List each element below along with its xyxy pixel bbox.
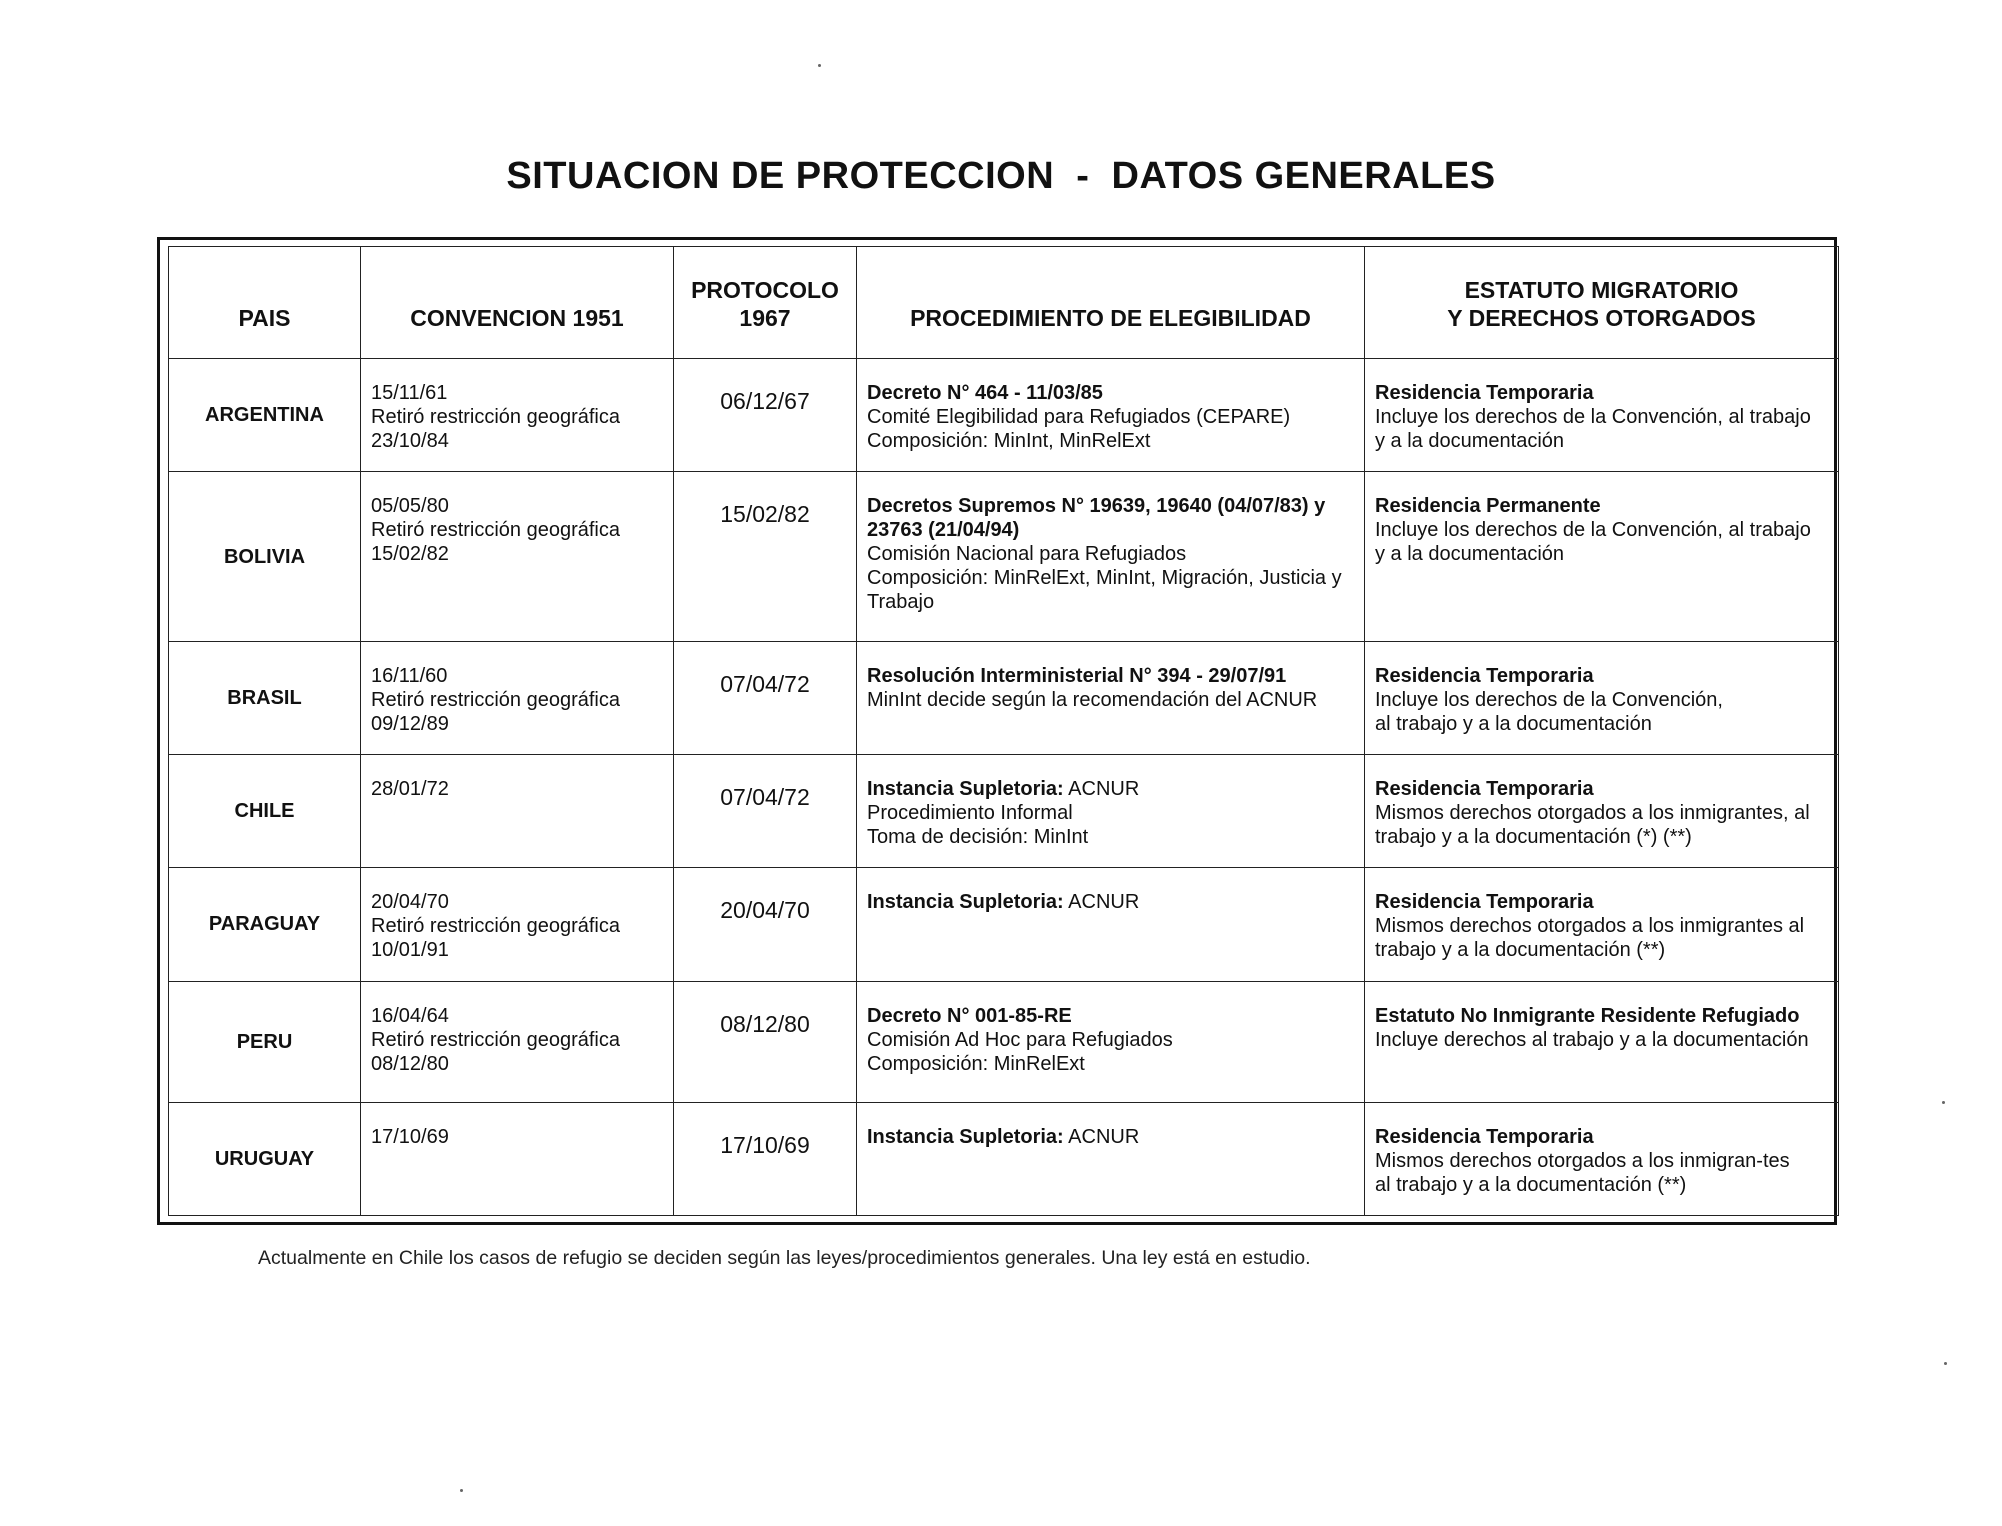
protocolo-cell: 07/04/72 — [674, 755, 857, 868]
convencion-cell — [361, 1102, 674, 1215]
procedimiento-cell — [857, 755, 1365, 868]
estatuto-line: Mismos derechos otorgados a los inmigrantes al — [1375, 915, 1805, 938]
header-protocolo-line2: 1967 — [739, 305, 791, 331]
convencion-line: 20/04/70 — [371, 891, 449, 914]
estatuto-line: Mismos derechos otorgados a los inmigrantes, al — [1375, 802, 1810, 825]
convencion-cell — [361, 868, 674, 981]
estatuto-heading: Residencia Temporaria — [1375, 382, 1594, 404]
estatuto-cell — [1365, 359, 1839, 472]
procedimiento-heading-line — [867, 777, 1354, 801]
procedimiento-line: Procedimiento Informal — [867, 802, 1073, 825]
procedimiento-cell — [857, 359, 1365, 472]
procedimiento-heading-rest: ACNUR — [1063, 778, 1140, 801]
header-pais: PAIS — [169, 247, 361, 359]
convencion-line: 08/12/80 — [371, 1052, 449, 1075]
protocolo-cell: 08/12/80 — [674, 981, 857, 1102]
estatuto-line: Incluye los derechos de la Convención, al trabajo — [1375, 519, 1811, 542]
convencion-line: 16/04/64 — [371, 1004, 449, 1027]
procedimiento-heading: Instancia Supletoria: — [867, 1125, 1064, 1148]
convencion-line: 09/12/89 — [371, 712, 449, 735]
estatuto-cell — [1365, 641, 1839, 754]
scan-speck — [1944, 1362, 1947, 1365]
country-cell: BOLIVIA — [169, 472, 361, 642]
procedimiento-heading: Instancia Supletoria: — [867, 778, 1064, 801]
procedimiento-line: Composición: MinInt, MinRelExt — [867, 430, 1151, 452]
data-table-frame — [157, 237, 1837, 1225]
table-row — [169, 472, 1839, 642]
convencion-line: Retiró restricción geográfica — [371, 1028, 620, 1051]
table-row — [169, 755, 1839, 868]
header-row — [169, 247, 1839, 359]
procedimiento-line: Toma de decisión: MinInt — [867, 826, 1089, 849]
convencion-line: 10/01/91 — [371, 939, 449, 962]
estatuto-line: Incluye los derechos de la Convención, — [1375, 688, 1723, 711]
convencion-line: Retiró restricción geográfica — [371, 915, 620, 938]
estatuto-line: al trabajo y a la documentación (**) — [1375, 1173, 1687, 1196]
estatuto-line: Mismos derechos otorgados a los inmigran-tes — [1375, 1149, 1790, 1172]
convencion-cell — [361, 981, 674, 1102]
estatuto-cell — [1365, 472, 1839, 642]
footnote: Actualmente en Chile los casos de refugio se deciden según las leyes/procedimientos generales. Una ley está en estudio. — [258, 1247, 1311, 1269]
header-estatuto-line2: Y DERECHOS OTORGADOS — [1447, 305, 1756, 331]
convencion-line: 05/05/80 — [371, 495, 449, 518]
table-row — [169, 868, 1839, 981]
convencion-line: Retiró restricción geográfica — [371, 688, 620, 711]
estatuto-heading: Residencia Temporaria — [1375, 664, 1594, 687]
convencion-cell — [361, 755, 674, 868]
estatuto-cell — [1365, 868, 1839, 981]
procedimiento-heading-rest: ACNUR — [1063, 1125, 1140, 1148]
estatuto-heading: Residencia Permanente — [1375, 495, 1601, 518]
procedimiento-cell — [857, 868, 1365, 981]
procedimiento-heading-line — [867, 381, 1354, 405]
estatuto-line: y a la documentación — [1375, 543, 1565, 566]
convencion-line: Retiró restricción geográfica — [371, 519, 620, 542]
table-row — [169, 359, 1839, 472]
estatuto-cell — [1365, 755, 1839, 868]
country-cell: ARGENTINA — [169, 359, 361, 472]
procedimiento-cell — [857, 981, 1365, 1102]
procedimiento-cell — [857, 472, 1365, 642]
header-procedimiento: PROCEDIMIENTO DE ELEGIBILIDAD — [857, 247, 1365, 359]
procedimiento-line: Comité Elegibilidad para Refugiados (CEPARE) — [867, 406, 1291, 428]
procedimiento-heading: Decreto N° 464 - 11/03/85 — [867, 382, 1103, 404]
estatuto-cell — [1365, 981, 1839, 1102]
convencion-line: 16/11/60 — [371, 664, 448, 687]
estatuto-line: trabajo y a la documentación (*) (**) — [1375, 826, 1692, 849]
header-estatuto-line1: ESTATUTO MIGRATORIO — [1464, 277, 1739, 303]
procedimiento-line: MinInt decide según la recomendación del ACNUR — [867, 688, 1318, 711]
convencion-line: 15/02/82 — [371, 543, 449, 566]
estatuto-heading: Estatuto No Inmigrante Residente Refugiado — [1375, 1004, 1800, 1027]
header-convencion: CONVENCION 1951 — [361, 247, 674, 359]
estatuto-line: Incluye los derechos de la Convención, al trabajo — [1375, 406, 1811, 428]
header-protocolo — [674, 247, 857, 359]
estatuto-heading: Residencia Temporaria — [1375, 1125, 1594, 1148]
convencion-line: 15/11/61 — [371, 382, 448, 404]
convencion-cell — [361, 359, 674, 472]
procedimiento-cell — [857, 1102, 1365, 1215]
estatuto-cell — [1365, 1102, 1839, 1215]
estatuto-line: al trabajo y a la documentación — [1375, 712, 1652, 735]
procedimiento-heading-line — [867, 1125, 1354, 1149]
estatuto-line: trabajo y a la documentación (**) — [1375, 939, 1666, 962]
country-cell: CHILE — [169, 755, 361, 868]
country-cell: URUGUAY — [169, 1102, 361, 1215]
table-row — [169, 1102, 1839, 1215]
protection-table — [168, 246, 1839, 1216]
table-body — [169, 359, 1839, 1216]
procedimiento-heading-line — [867, 494, 1354, 542]
procedimiento-heading: Instancia Supletoria: — [867, 891, 1064, 914]
country-cell: PERU — [169, 981, 361, 1102]
scan-speck — [460, 1489, 463, 1492]
page-title: SITUACION DE PROTECCION - DATOS GENERALES — [506, 155, 1496, 197]
scan-speck — [818, 64, 821, 67]
estatuto-line: Incluye derechos al trabajo y a la documentación — [1375, 1028, 1809, 1051]
procedimiento-heading: Resolución Interministerial N° 394 - 29/07/91 — [867, 664, 1287, 687]
protocolo-cell: 17/10/69 — [674, 1102, 857, 1215]
procedimiento-heading-line — [867, 890, 1354, 914]
procedimiento-line: Composición: MinRelExt — [867, 1052, 1085, 1075]
procedimiento-heading-line — [867, 664, 1354, 688]
protocolo-cell: 15/02/82 — [674, 472, 857, 642]
procedimiento-line: Comisión Ad Hoc para Refugiados — [867, 1028, 1173, 1051]
convencion-cell — [361, 641, 674, 754]
scan-speck — [1942, 1101, 1945, 1104]
convencion-cell — [361, 472, 674, 642]
protocolo-cell: 07/04/72 — [674, 641, 857, 754]
header-estatuto — [1365, 247, 1839, 359]
header-protocolo-line1: PROTOCOLO — [691, 277, 839, 303]
estatuto-line: y a la documentación — [1375, 430, 1565, 452]
procedimiento-line: Composición: MinRelExt, MinInt, Migración, Justicia y — [867, 567, 1342, 590]
convencion-line: 28/01/72 — [371, 778, 449, 801]
estatuto-heading: Residencia Temporaria — [1375, 891, 1594, 914]
procedimiento-line: Trabajo — [867, 591, 935, 614]
table-row — [169, 641, 1839, 754]
procedimiento-heading: Decreto N° 001-85-RE — [867, 1004, 1072, 1027]
country-cell: BRASIL — [169, 641, 361, 754]
convencion-line: 23/10/84 — [371, 430, 449, 452]
procedimiento-heading-rest: ACNUR — [1063, 891, 1140, 914]
protocolo-cell: 20/04/70 — [674, 868, 857, 981]
convencion-line: 17/10/69 — [371, 1125, 449, 1148]
procedimiento-heading: Decretos Supremos N° 19639, 19640 (04/07/83) y 23763 (21/04/94) — [867, 495, 1326, 542]
protocolo-cell: 06/12/67 — [674, 359, 857, 472]
convencion-line: Retiró restricción geográfica — [371, 406, 620, 428]
procedimiento-line: Comisión Nacional para Refugiados — [867, 543, 1187, 566]
procedimiento-heading-line — [867, 1004, 1354, 1028]
estatuto-heading: Residencia Temporaria — [1375, 778, 1594, 801]
table-row — [169, 981, 1839, 1102]
country-cell: PARAGUAY — [169, 868, 361, 981]
procedimiento-cell — [857, 641, 1365, 754]
